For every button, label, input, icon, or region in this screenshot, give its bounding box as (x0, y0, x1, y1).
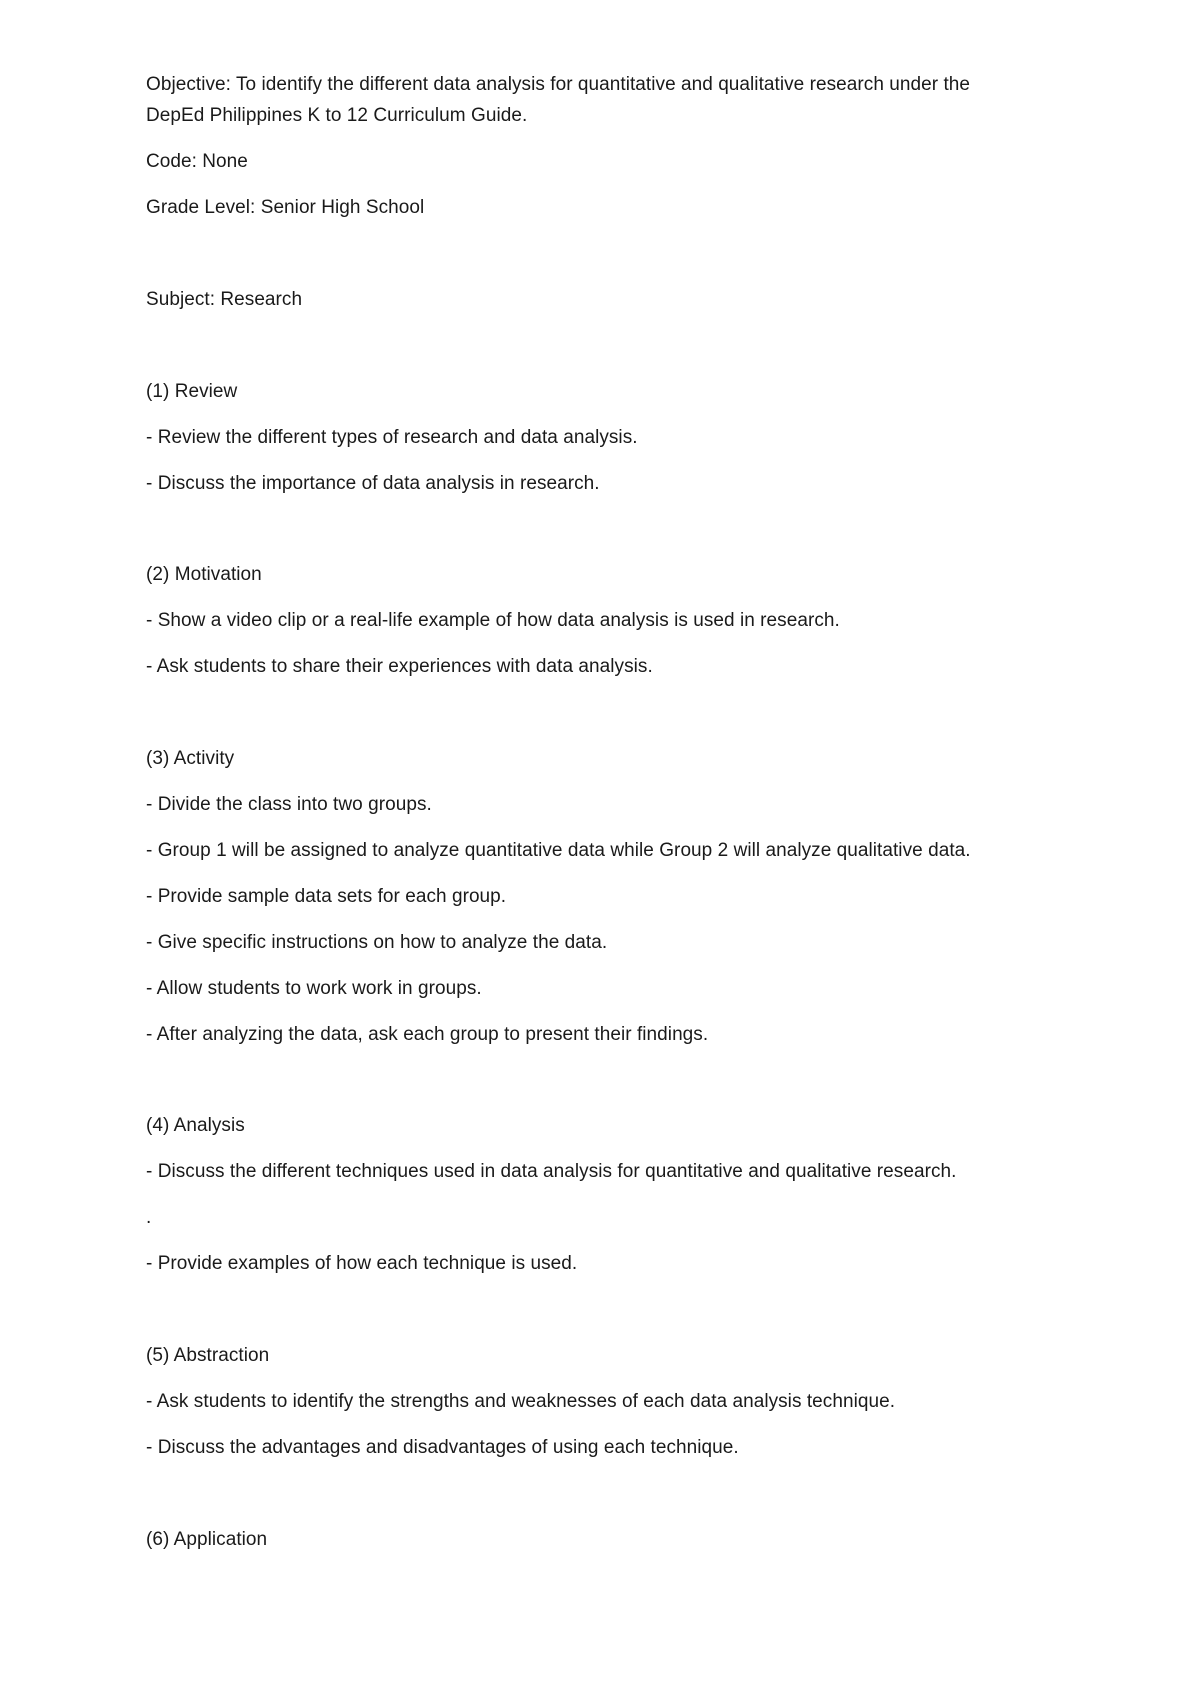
grade-level-line: Grade Level: Senior High School (146, 197, 425, 218)
activity-item: - Give specific instructions on how to analyze the data. (146, 932, 608, 953)
section-heading-activity: (3) Activity (146, 748, 235, 769)
analysis-stray-period: . (146, 1207, 152, 1228)
activity-item: - Provide sample data sets for each group. (146, 886, 507, 907)
code-line: Code: None (146, 151, 248, 172)
section-heading-abstraction: (5) Abstraction (146, 1345, 270, 1366)
section-heading-review: (1) Review (146, 381, 238, 402)
motivation-item: - Show a video clip or a real-life example of how data analysis is used in research. (146, 610, 840, 631)
activity-item: - Divide the class into two groups. (146, 794, 432, 815)
review-item: - Review the different types of research and data analysis. (146, 427, 638, 448)
subject-line: Subject: Research (146, 289, 303, 310)
analysis-item: - Provide examples of how each technique is used. (146, 1253, 578, 1274)
activity-item: - Allow students to work work in groups. (146, 978, 482, 999)
analysis-item: - Discuss the different techniques used in data analysis for quantitative and qualitative research. (146, 1161, 957, 1182)
section-heading-motivation: (2) Motivation (146, 564, 262, 585)
activity-item: - Group 1 will be assigned to analyze quantitative data while Group 2 will analyze qualitative data. (146, 840, 971, 861)
objective-line-1: Objective: To identify the different data analysis for quantitative and qualitative research under the (146, 74, 971, 95)
motivation-item: - Ask students to share their experiences with data analysis. (146, 656, 653, 677)
review-item: - Discuss the importance of data analysis in research. (146, 473, 600, 494)
objective-line-2: DepEd Philippines K to 12 Curriculum Guide. (146, 105, 528, 126)
abstraction-item: - Ask students to identify the strengths and weaknesses of each data analysis technique. (146, 1391, 896, 1412)
section-heading-application: (6) Application (146, 1529, 268, 1550)
abstraction-item: - Discuss the advantages and disadvantages of using each technique. (146, 1437, 739, 1458)
section-heading-analysis: (4) Analysis (146, 1115, 245, 1136)
activity-item: - After analyzing the data, ask each group to present their findings. (146, 1024, 709, 1045)
